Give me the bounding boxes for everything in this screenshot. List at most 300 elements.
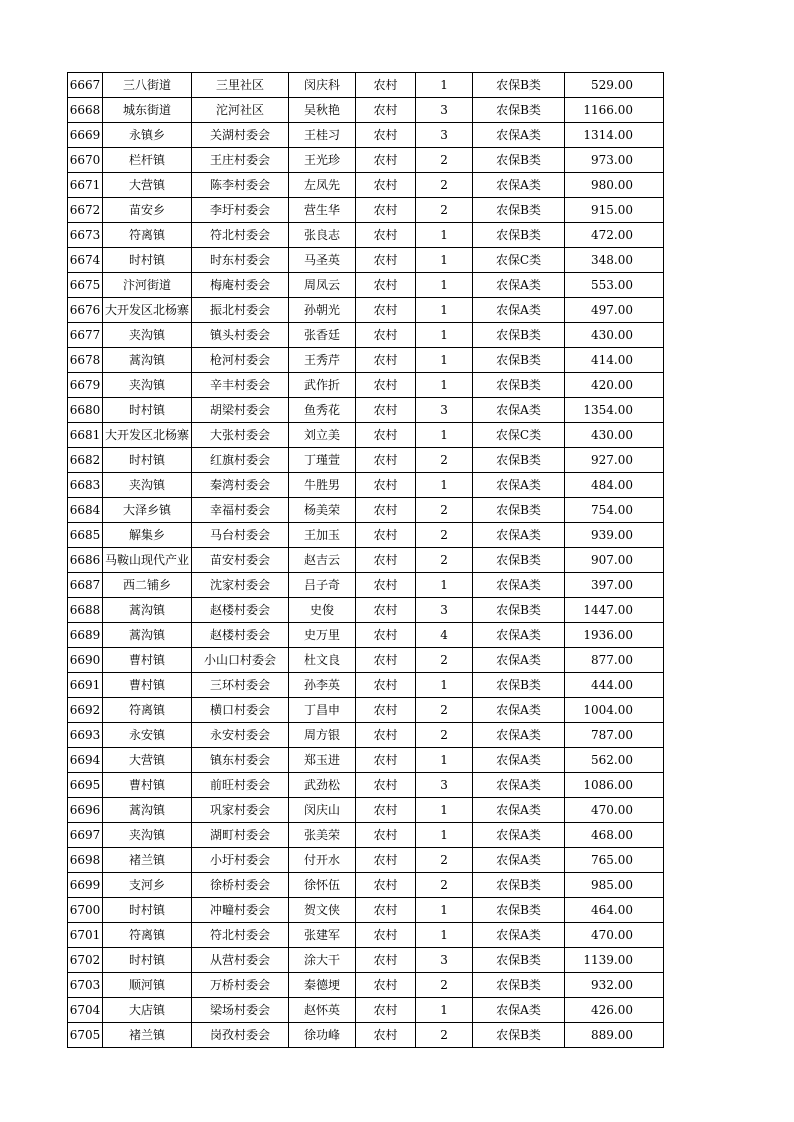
town-cell: 时村镇 — [103, 248, 192, 273]
row-number: 6694 — [68, 748, 103, 773]
count-cell: 1 — [416, 898, 473, 923]
row-number: 6683 — [68, 473, 103, 498]
village-cell: 冲疃村委会 — [192, 898, 289, 923]
row-number: 6680 — [68, 398, 103, 423]
village-cell: 秦湾村委会 — [192, 473, 289, 498]
town-cell: 时村镇 — [103, 398, 192, 423]
count-cell: 2 — [416, 173, 473, 198]
row-number: 6704 — [68, 998, 103, 1023]
table-row — [68, 698, 664, 723]
count-cell: 1 — [416, 823, 473, 848]
amount-cell: 420.00 — [565, 373, 664, 398]
area-type-cell: 农村 — [356, 1023, 416, 1048]
table-row — [68, 973, 664, 998]
row-number: 6671 — [68, 173, 103, 198]
category-cell: 农保C类 — [473, 423, 565, 448]
table-row — [68, 823, 664, 848]
town-cell: 夹沟镇 — [103, 373, 192, 398]
village-cell: 关湖村委会 — [192, 123, 289, 148]
town-cell: 蒿沟镇 — [103, 348, 192, 373]
area-type-cell: 农村 — [356, 423, 416, 448]
row-number: 6697 — [68, 823, 103, 848]
category-cell: 农保B类 — [473, 148, 565, 173]
amount-cell: 1314.00 — [565, 123, 664, 148]
row-number: 6686 — [68, 548, 103, 573]
category-cell: 农保B类 — [473, 673, 565, 698]
table-row — [68, 998, 664, 1023]
count-cell: 4 — [416, 623, 473, 648]
row-number: 6672 — [68, 198, 103, 223]
name-cell: 牛胜男 — [289, 473, 356, 498]
area-type-cell: 农村 — [356, 798, 416, 823]
amount-cell: 348.00 — [565, 248, 664, 273]
amount-cell: 470.00 — [565, 798, 664, 823]
table-row — [68, 373, 664, 398]
count-cell: 1 — [416, 998, 473, 1023]
category-cell: 农保B类 — [473, 973, 565, 998]
town-cell: 褚兰镇 — [103, 1023, 192, 1048]
village-cell: 时东村委会 — [192, 248, 289, 273]
row-number: 6688 — [68, 598, 103, 623]
name-cell: 武作折 — [289, 373, 356, 398]
amount-cell: 562.00 — [565, 748, 664, 773]
category-cell: 农保B类 — [473, 98, 565, 123]
area-type-cell: 农村 — [356, 873, 416, 898]
name-cell: 吴秋艳 — [289, 98, 356, 123]
category-cell: 农保B类 — [473, 873, 565, 898]
town-cell: 支河乡 — [103, 873, 192, 898]
count-cell: 1 — [416, 323, 473, 348]
name-cell: 刘立美 — [289, 423, 356, 448]
category-cell: 农保B类 — [473, 1023, 565, 1048]
table-row — [68, 798, 664, 823]
count-cell: 1 — [416, 298, 473, 323]
name-cell: 鱼秀花 — [289, 398, 356, 423]
village-cell: 三环村委会 — [192, 673, 289, 698]
category-cell: 农保B类 — [473, 948, 565, 973]
count-cell: 2 — [416, 448, 473, 473]
category-cell: 农保B类 — [473, 323, 565, 348]
row-number: 6698 — [68, 848, 103, 873]
count-cell: 1 — [416, 223, 473, 248]
amount-cell: 484.00 — [565, 473, 664, 498]
amount-cell: 414.00 — [565, 348, 664, 373]
amount-cell: 927.00 — [565, 448, 664, 473]
village-cell: 横口村委会 — [192, 698, 289, 723]
name-cell: 史俊 — [289, 598, 356, 623]
count-cell: 2 — [416, 1023, 473, 1048]
area-type-cell: 农村 — [356, 323, 416, 348]
name-cell: 武劲松 — [289, 773, 356, 798]
town-cell: 大泽乡镇 — [103, 498, 192, 523]
table-row — [68, 873, 664, 898]
row-number: 6684 — [68, 498, 103, 523]
table-row — [68, 298, 664, 323]
name-cell: 王加玉 — [289, 523, 356, 548]
row-number: 6677 — [68, 323, 103, 348]
town-cell: 栏杆镇 — [103, 148, 192, 173]
table-row — [68, 848, 664, 873]
row-number: 6701 — [68, 923, 103, 948]
area-type-cell: 农村 — [356, 623, 416, 648]
name-cell: 孙李英 — [289, 673, 356, 698]
table-row — [68, 98, 664, 123]
amount-cell: 1139.00 — [565, 948, 664, 973]
table-row — [68, 648, 664, 673]
category-cell: 农保B类 — [473, 348, 565, 373]
table-row — [68, 473, 664, 498]
name-cell: 周方银 — [289, 723, 356, 748]
count-cell: 1 — [416, 798, 473, 823]
name-cell: 秦德埂 — [289, 973, 356, 998]
town-cell: 城东街道 — [103, 98, 192, 123]
area-type-cell: 农村 — [356, 673, 416, 698]
row-number: 6703 — [68, 973, 103, 998]
row-number: 6669 — [68, 123, 103, 148]
name-cell: 马圣英 — [289, 248, 356, 273]
area-type-cell: 农村 — [356, 773, 416, 798]
village-cell: 梁场村委会 — [192, 998, 289, 1023]
village-cell: 辛丰村委会 — [192, 373, 289, 398]
amount-cell: 889.00 — [565, 1023, 664, 1048]
row-number: 6695 — [68, 773, 103, 798]
row-number: 6690 — [68, 648, 103, 673]
category-cell: 农保A类 — [473, 773, 565, 798]
count-cell: 1 — [416, 573, 473, 598]
amount-cell: 464.00 — [565, 898, 664, 923]
row-number: 6685 — [68, 523, 103, 548]
count-cell: 2 — [416, 648, 473, 673]
row-number: 6696 — [68, 798, 103, 823]
area-type-cell: 农村 — [356, 948, 416, 973]
table-row — [68, 773, 664, 798]
row-number: 6693 — [68, 723, 103, 748]
area-type-cell: 农村 — [356, 848, 416, 873]
area-type-cell: 农村 — [356, 748, 416, 773]
village-cell: 镇东村委会 — [192, 748, 289, 773]
amount-cell: 472.00 — [565, 223, 664, 248]
town-cell: 符离镇 — [103, 223, 192, 248]
area-type-cell: 农村 — [356, 273, 416, 298]
row-number: 6687 — [68, 573, 103, 598]
name-cell: 徐功峰 — [289, 1023, 356, 1048]
category-cell: 农保B类 — [473, 548, 565, 573]
category-cell: 农保A类 — [473, 173, 565, 198]
amount-cell: 553.00 — [565, 273, 664, 298]
town-cell: 符离镇 — [103, 923, 192, 948]
count-cell: 2 — [416, 198, 473, 223]
count-cell: 3 — [416, 398, 473, 423]
table-row — [68, 598, 664, 623]
town-cell: 蒿沟镇 — [103, 623, 192, 648]
table-row — [68, 923, 664, 948]
village-cell: 符北村委会 — [192, 923, 289, 948]
table-row — [68, 898, 664, 923]
count-cell: 1 — [416, 348, 473, 373]
amount-cell: 497.00 — [565, 298, 664, 323]
table-row — [68, 223, 664, 248]
name-cell: 周凤云 — [289, 273, 356, 298]
village-cell: 陈李村委会 — [192, 173, 289, 198]
area-type-cell: 农村 — [356, 348, 416, 373]
row-number: 6682 — [68, 448, 103, 473]
area-type-cell: 农村 — [356, 98, 416, 123]
town-cell: 夹沟镇 — [103, 473, 192, 498]
category-cell: 农保A类 — [473, 398, 565, 423]
row-number: 6702 — [68, 948, 103, 973]
name-cell: 左凤先 — [289, 173, 356, 198]
area-type-cell: 农村 — [356, 373, 416, 398]
category-cell: 农保B类 — [473, 373, 565, 398]
area-type-cell: 农村 — [356, 598, 416, 623]
name-cell: 丁昌申 — [289, 698, 356, 723]
table-row — [68, 423, 664, 448]
village-cell: 赵楼村委会 — [192, 598, 289, 623]
area-type-cell: 农村 — [356, 248, 416, 273]
area-type-cell: 农村 — [356, 973, 416, 998]
table-row — [68, 448, 664, 473]
name-cell: 闵庆山 — [289, 798, 356, 823]
village-cell: 镇头村委会 — [192, 323, 289, 348]
village-cell: 湖町村委会 — [192, 823, 289, 848]
category-cell: 农保A类 — [473, 923, 565, 948]
count-cell: 1 — [416, 273, 473, 298]
category-cell: 农保A类 — [473, 998, 565, 1023]
category-cell: 农保A类 — [473, 473, 565, 498]
table-row — [68, 173, 664, 198]
town-cell: 西二铺乡 — [103, 573, 192, 598]
name-cell: 史万里 — [289, 623, 356, 648]
category-cell: 农保A类 — [473, 748, 565, 773]
town-cell: 苗安乡 — [103, 198, 192, 223]
count-cell: 2 — [416, 873, 473, 898]
category-cell: 农保A类 — [473, 823, 565, 848]
area-type-cell: 农村 — [356, 648, 416, 673]
town-cell: 大店镇 — [103, 998, 192, 1023]
village-cell: 沱河社区 — [192, 98, 289, 123]
town-cell: 解集乡 — [103, 523, 192, 548]
count-cell: 1 — [416, 73, 473, 98]
table-row — [68, 623, 664, 648]
category-cell: 农保A类 — [473, 623, 565, 648]
village-cell: 符北村委会 — [192, 223, 289, 248]
area-type-cell: 农村 — [356, 198, 416, 223]
category-cell: 农保B类 — [473, 598, 565, 623]
amount-cell: 765.00 — [565, 848, 664, 873]
count-cell: 1 — [416, 373, 473, 398]
name-cell: 张建军 — [289, 923, 356, 948]
row-number: 6668 — [68, 98, 103, 123]
village-cell: 赵楼村委会 — [192, 623, 289, 648]
count-cell: 1 — [416, 923, 473, 948]
category-cell: 农保B类 — [473, 223, 565, 248]
town-cell: 曹村镇 — [103, 673, 192, 698]
table-row — [68, 148, 664, 173]
amount-cell: 980.00 — [565, 173, 664, 198]
village-cell: 红旗村委会 — [192, 448, 289, 473]
table-row — [68, 123, 664, 148]
village-cell: 从营村委会 — [192, 948, 289, 973]
town-cell: 曹村镇 — [103, 648, 192, 673]
category-cell: 农保C类 — [473, 248, 565, 273]
category-cell: 农保A类 — [473, 848, 565, 873]
table-row — [68, 1023, 664, 1048]
table-row — [68, 73, 664, 98]
village-cell: 岗孜村委会 — [192, 1023, 289, 1048]
name-cell: 张香廷 — [289, 323, 356, 348]
village-cell: 幸福村委会 — [192, 498, 289, 523]
village-cell: 沈家村委会 — [192, 573, 289, 598]
name-cell: 张良志 — [289, 223, 356, 248]
table-row — [68, 948, 664, 973]
amount-cell: 754.00 — [565, 498, 664, 523]
name-cell: 王光珍 — [289, 148, 356, 173]
village-cell: 胡梁村委会 — [192, 398, 289, 423]
count-cell: 1 — [416, 248, 473, 273]
name-cell: 杨美荣 — [289, 498, 356, 523]
village-cell: 小圩村委会 — [192, 848, 289, 873]
row-number: 6705 — [68, 1023, 103, 1048]
category-cell: 农保B类 — [473, 498, 565, 523]
amount-cell: 1354.00 — [565, 398, 664, 423]
name-cell: 吕子奇 — [289, 573, 356, 598]
count-cell: 2 — [416, 848, 473, 873]
count-cell: 2 — [416, 723, 473, 748]
village-cell: 小山口村委会 — [192, 648, 289, 673]
village-cell: 三里社区 — [192, 73, 289, 98]
count-cell: 3 — [416, 598, 473, 623]
name-cell: 徐怀伍 — [289, 873, 356, 898]
category-cell: 农保A类 — [473, 273, 565, 298]
table-row — [68, 323, 664, 348]
town-cell: 大营镇 — [103, 173, 192, 198]
name-cell: 杜文良 — [289, 648, 356, 673]
town-cell: 时村镇 — [103, 898, 192, 923]
amount-cell: 529.00 — [565, 73, 664, 98]
town-cell: 时村镇 — [103, 948, 192, 973]
area-type-cell: 农村 — [356, 123, 416, 148]
row-number: 6667 — [68, 73, 103, 98]
count-cell: 2 — [416, 148, 473, 173]
amount-cell: 1166.00 — [565, 98, 664, 123]
town-cell: 大开发区北杨寨 — [103, 298, 192, 323]
row-number: 6692 — [68, 698, 103, 723]
row-number: 6670 — [68, 148, 103, 173]
area-type-cell: 农村 — [356, 448, 416, 473]
table-row — [68, 523, 664, 548]
area-type-cell: 农村 — [356, 498, 416, 523]
area-type-cell: 农村 — [356, 473, 416, 498]
village-cell: 枪河村委会 — [192, 348, 289, 373]
category-cell: 农保A类 — [473, 573, 565, 598]
row-number: 6699 — [68, 873, 103, 898]
town-cell: 永镇乡 — [103, 123, 192, 148]
category-cell: 农保A类 — [473, 523, 565, 548]
name-cell: 郑玉进 — [289, 748, 356, 773]
count-cell: 3 — [416, 773, 473, 798]
amount-cell: 877.00 — [565, 648, 664, 673]
category-cell: 农保A类 — [473, 723, 565, 748]
row-number: 6700 — [68, 898, 103, 923]
area-type-cell: 农村 — [356, 698, 416, 723]
town-cell: 永安镇 — [103, 723, 192, 748]
amount-cell: 907.00 — [565, 548, 664, 573]
amount-cell: 444.00 — [565, 673, 664, 698]
name-cell: 营生华 — [289, 198, 356, 223]
village-cell: 振北村委会 — [192, 298, 289, 323]
village-cell: 苗安村委会 — [192, 548, 289, 573]
table-row — [68, 673, 664, 698]
category-cell: 农保A类 — [473, 123, 565, 148]
town-cell: 汴河街道 — [103, 273, 192, 298]
row-number: 6678 — [68, 348, 103, 373]
count-cell: 2 — [416, 698, 473, 723]
count-cell: 1 — [416, 473, 473, 498]
category-cell: 农保B类 — [473, 198, 565, 223]
row-number: 6691 — [68, 673, 103, 698]
area-type-cell: 农村 — [356, 398, 416, 423]
name-cell: 赵怀英 — [289, 998, 356, 1023]
category-cell: 农保A类 — [473, 648, 565, 673]
village-cell: 大张村委会 — [192, 423, 289, 448]
town-cell: 曹村镇 — [103, 773, 192, 798]
row-number: 6676 — [68, 298, 103, 323]
table-row — [68, 498, 664, 523]
table-body — [68, 73, 664, 1048]
table-row — [68, 248, 664, 273]
amount-cell: 1086.00 — [565, 773, 664, 798]
category-cell: 农保B类 — [473, 448, 565, 473]
count-cell: 2 — [416, 498, 473, 523]
town-cell: 褚兰镇 — [103, 848, 192, 873]
table-row — [68, 398, 664, 423]
amount-cell: 915.00 — [565, 198, 664, 223]
count-cell: 1 — [416, 748, 473, 773]
village-cell: 李圩村委会 — [192, 198, 289, 223]
amount-cell: 397.00 — [565, 573, 664, 598]
name-cell: 赵吉云 — [289, 548, 356, 573]
category-cell: 农保A类 — [473, 298, 565, 323]
town-cell: 顺河镇 — [103, 973, 192, 998]
village-cell: 永安村委会 — [192, 723, 289, 748]
amount-cell: 1936.00 — [565, 623, 664, 648]
count-cell: 2 — [416, 548, 473, 573]
name-cell: 王秀芹 — [289, 348, 356, 373]
name-cell: 涂大干 — [289, 948, 356, 973]
count-cell: 1 — [416, 423, 473, 448]
row-number: 6679 — [68, 373, 103, 398]
amount-cell: 1004.00 — [565, 698, 664, 723]
name-cell: 闵庆科 — [289, 73, 356, 98]
area-type-cell: 农村 — [356, 723, 416, 748]
category-cell: 农保B类 — [473, 73, 565, 98]
count-cell: 3 — [416, 123, 473, 148]
amount-cell: 430.00 — [565, 423, 664, 448]
name-cell: 丁瑾萱 — [289, 448, 356, 473]
name-cell: 孙朝光 — [289, 298, 356, 323]
area-type-cell: 农村 — [356, 923, 416, 948]
village-cell: 马台村委会 — [192, 523, 289, 548]
count-cell: 2 — [416, 973, 473, 998]
table-row — [68, 548, 664, 573]
table-row — [68, 273, 664, 298]
amount-cell: 1447.00 — [565, 598, 664, 623]
table-row — [68, 198, 664, 223]
village-cell: 王庄村委会 — [192, 148, 289, 173]
table-row — [68, 348, 664, 373]
area-type-cell: 农村 — [356, 173, 416, 198]
town-cell: 蒿沟镇 — [103, 598, 192, 623]
